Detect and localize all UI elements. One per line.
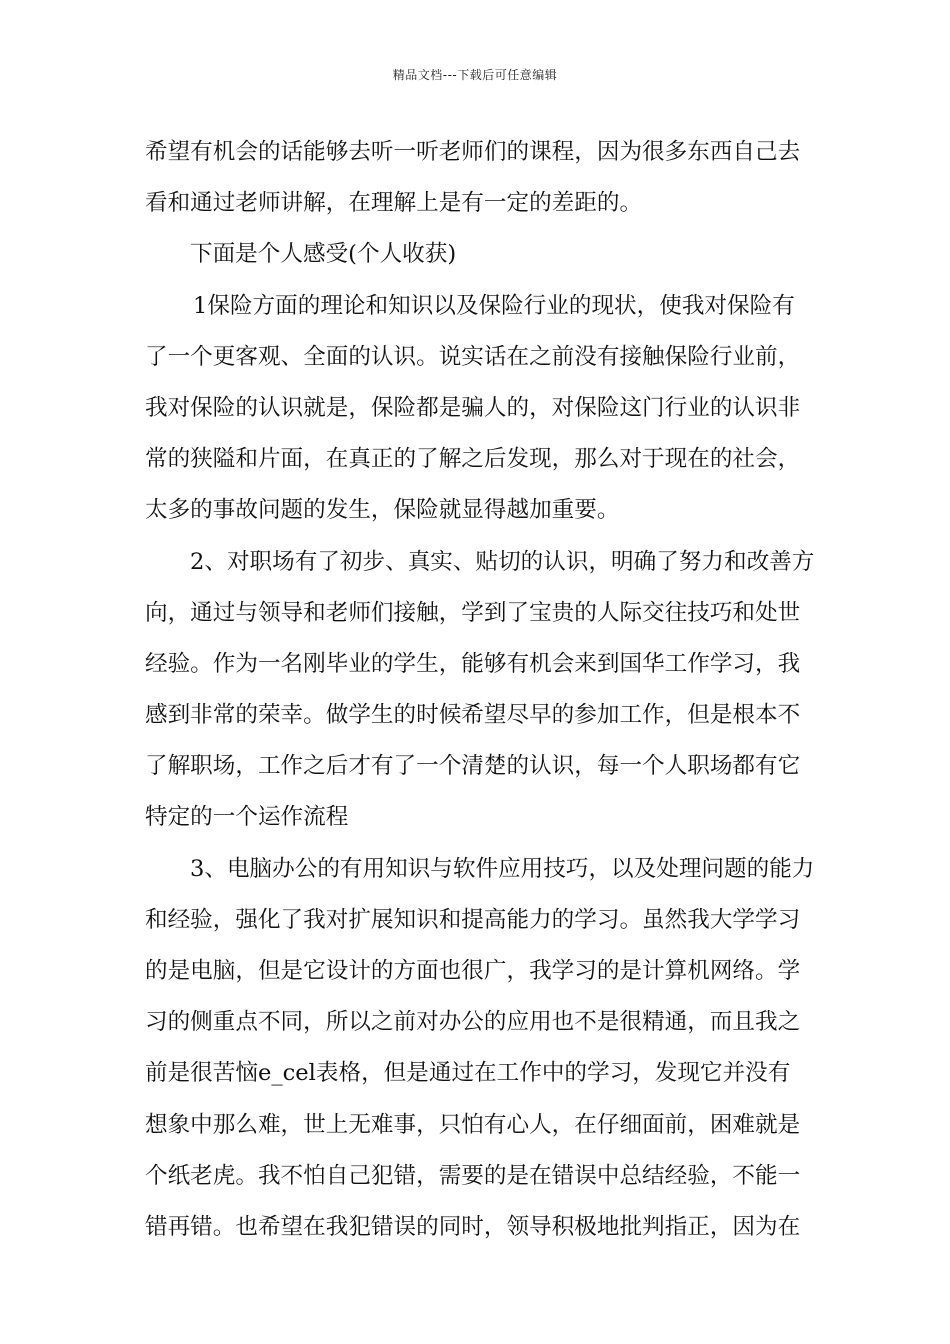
text-line: 特定的一个运作流程 [145,804,349,831]
text-line: 2、对职场有了初步、真实、贴切的认识，明确了努力和改善方 [190,548,815,575]
text-line: 习的侧重点不同，所以之前对办公的应用也不是很精通，而且我之 [145,1009,801,1036]
text-line: 和经验，强化了我对扩展知识和提高能力的学习。虽然我大学学习 [145,906,801,933]
text-line: 了一个更客观、全面的认识。说实话在之前没有接触保险行业前， [145,343,801,370]
text-line: 想象中那么难，世上无难事，只怕有心人，在仔细面前，困难就是 [145,1111,801,1138]
text-line: 向，通过与领导和老师们接触，学到了宝贵的人际交往技巧和处世 [145,599,801,626]
text-line: 3、电脑办公的有用知识与软件应用技巧，以及处理问题的能力 [190,855,815,882]
text-line: 太多的事故问题的发生，保险就显得越加重要。 [145,497,620,524]
text-line: 希望有机会的话能够去听一听老师们的课程，因为很多东西自己去 [145,139,801,165]
text-line: 了解职场，工作之后才有了一个清楚的认识，每一个人职场都有它 [145,753,801,780]
text-line: 1保险方面的理论和知识以及保险行业的现状，使我对保险有 [193,292,795,319]
text-line: 感到非常的荣幸。做学生的时候希望尽早的参加工作，但是根本不 [145,702,801,729]
text-line: 个纸老虎。我不怕自己犯错，需要的是在错误中总结经验，不能一 [145,1162,801,1189]
text-line: 的是电脑，但是它设计的方面也很广，我学习的是计算机网络。学 [145,958,801,984]
document-body [145,132,815,1258]
section-heading: 下面是个人感受(个人收获) [190,241,457,268]
text-line: 经验。作为一名刚毕业的学生，能够有机会来到国华工作学习，我 [145,650,801,677]
text-line: 前是很苦恼e_cel表格，但是通过在工作中的学习，发现它并没有 [145,1060,791,1087]
text-line: 常的狭隘和片面，在真正的了解之后发现，那么对于现在的社会， [145,446,801,473]
text-line: 我对保险的认识就是，保险都是骗人的，对保险这门行业的认识非 [145,394,801,421]
text-line: 错再错。也希望在我犯错误的同时，领导积极地批判指正，因为在 [145,1213,801,1240]
text-line: 看和通过老师讲解，在理解上是有一定的差距的。 [145,190,643,217]
page-header: 精品文档---下载后可任意编辑 [392,68,558,82]
